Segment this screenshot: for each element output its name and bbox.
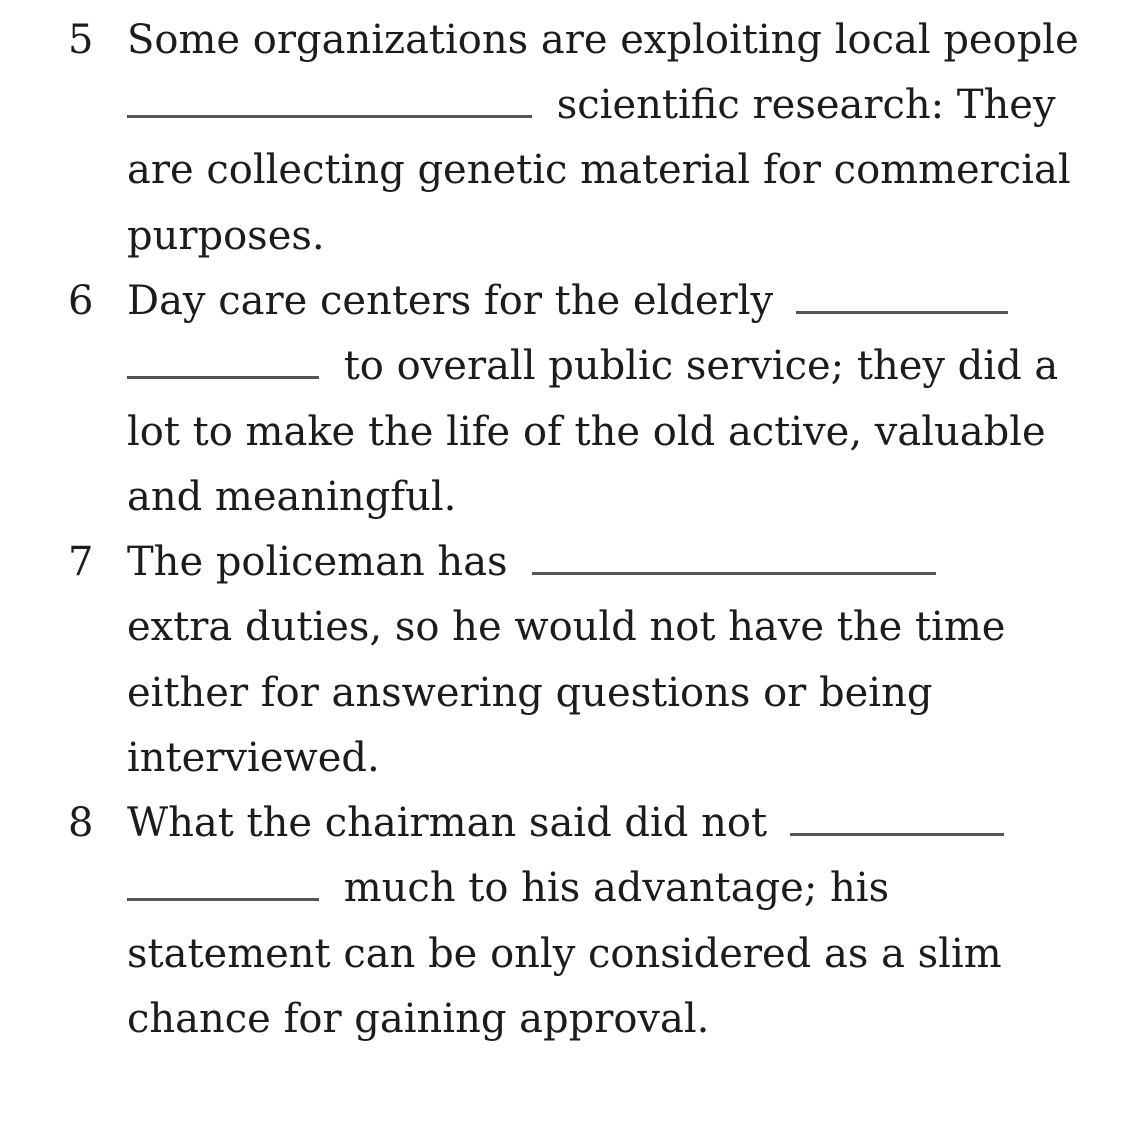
item-text: and meaningful. [127, 474, 457, 520]
item-line [127, 604, 1006, 650]
item-text: interviewed. [127, 735, 380, 781]
item-line [127, 539, 936, 585]
item-line [127, 474, 457, 520]
item-line [127, 17, 1079, 63]
item-text: are collecting genetic material for commercial [127, 147, 1071, 193]
item-line [127, 343, 1059, 389]
answer-blank[interactable] [796, 285, 1008, 314]
item-number: 6 [68, 278, 94, 324]
item-line [127, 670, 933, 716]
item-text: Some organizations are exploiting local people [127, 17, 1079, 63]
answer-blank[interactable] [127, 350, 319, 379]
item-number: 8 [68, 800, 94, 846]
item-text: The policeman has [127, 539, 508, 585]
item-line [127, 735, 380, 781]
item-text: chance for gaining approval. [127, 996, 710, 1042]
item-line [127, 800, 1004, 846]
item-line [127, 82, 1056, 128]
item-number: 5 [68, 17, 94, 63]
item-text: lot to make the life of the old active, valuable [127, 409, 1046, 455]
item-text: purposes. [127, 213, 325, 259]
item-text: What the chairman said did not [127, 800, 768, 846]
item-line [127, 147, 1071, 193]
item-text: either for answering questions or being [127, 670, 933, 716]
item-line [127, 409, 1046, 455]
answer-blank[interactable] [127, 89, 532, 118]
answer-blank[interactable] [532, 546, 936, 575]
item-line [127, 278, 1008, 324]
item-number: 7 [68, 539, 94, 585]
item-line [127, 931, 1002, 977]
item-text: scientific research: They [556, 82, 1056, 128]
item-line [127, 213, 325, 259]
item-line [127, 996, 710, 1042]
answer-blank[interactable] [790, 807, 1004, 836]
item-text: extra duties, so he would not have the time [127, 604, 1006, 650]
item-text: Day care centers for the elderly [127, 278, 774, 324]
item-line [127, 865, 890, 911]
item-text: much to his advantage; his [343, 865, 890, 911]
answer-blank[interactable] [127, 872, 319, 901]
item-text: to overall public service; they did a [343, 343, 1059, 389]
item-text: statement can be only considered as a slim [127, 931, 1002, 977]
